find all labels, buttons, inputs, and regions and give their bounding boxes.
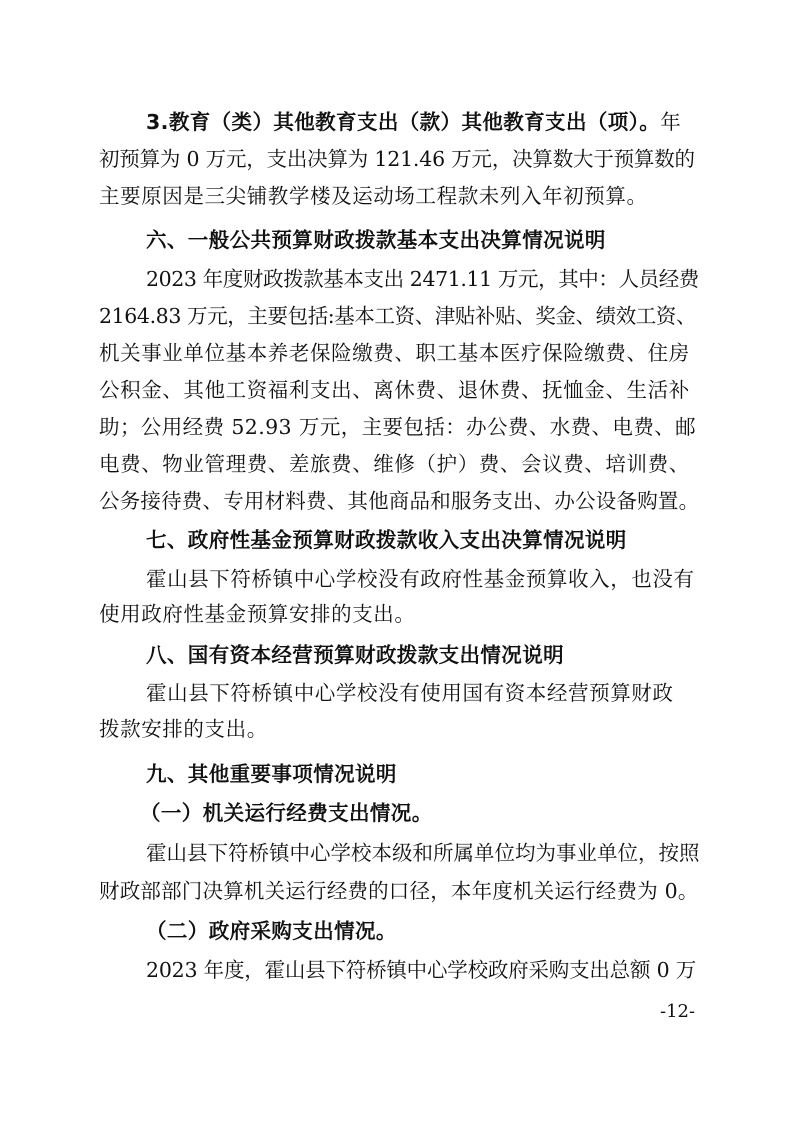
section-heading-9: 九、其他重要事项情况说明 [146,762,397,786]
paragraph-line-11: 公务接待费、专用材料费、其他商品和服务支出、办公设备购置。 [99,489,700,513]
paragraph-line-1 [146,108,681,136]
paragraph-line-2: 初预算为 0 万元，支出决算为 121.46 万元，决算数大于预算数的 [99,147,695,171]
paragraph-line-8: 公积金、其他工资福利支出、离休费、退休费、抚恤金、生活补 [99,378,690,402]
paragraph-line-23: 2023 年度，霍山县下符桥镇中心学校政府采购支出总额 0 万 [146,958,697,982]
line-continuation-text: 年 [660,110,682,134]
paragraph-line-6: 2164.83 万元，主要包括:基本工资、津贴补贴、奖金、绩效工资、 [99,304,697,328]
section-heading-8: 八、国有资本经营预算财政拨款支出情况说明 [146,643,564,667]
paragraph-line-14: 使用政府性基金预算安排的支出。 [99,602,416,626]
subsection-heading-1: （一）机关运行经费支出情况。 [140,801,433,825]
bold-heading-text: 3.教育（类）其他教育支出（款）其他教育支出（项）。 [146,110,661,134]
paragraph-line-17: 拨款安排的支出。 [99,717,268,741]
paragraph-line-16: 霍山县下符桥镇中心学校没有使用国有资本经营预算财政 [146,681,674,705]
paragraph-line-3: 主要原因是三尖铺教学楼及运动场工程款未列入年初预算。 [99,184,648,208]
paragraph-line-7: 机关事业单位基本养老保险缴费、职工基本医疗保险缴费、住房 [99,341,690,365]
paragraph-line-5: 2023 年度财政拨款基本支出 2471.11 万元，其中：人员经费 [146,267,699,291]
section-heading-7: 七、政府性基金预算财政拨款收入支出决算情况说明 [146,528,627,552]
paragraph-line-21: 财政部部门决算机关运行经费的口径，本年度机关运行经费为 0。 [99,879,699,903]
paragraph-line-10: 电费、物业管理费、差旅费、维修（护）费、会议费、培训费、 [99,452,690,476]
paragraph-line-9: 助；公用经费 52.93 万元，主要包括：办公费、水费、电费、邮 [99,415,697,439]
subsection-heading-2: （二）政府采购支出情况。 [146,919,397,943]
paragraph-line-13: 霍山县下符桥镇中心学校没有政府性基金预算收入，也没有 [146,567,695,591]
paragraph-line-20: 霍山县下符桥镇中心学校本级和所属单位均为事业单位，按照 [146,841,700,865]
page-number: -12- [660,1001,696,1022]
section-heading-6: 六、一般公共预算财政拨款基本支出决算情况说明 [146,228,606,252]
